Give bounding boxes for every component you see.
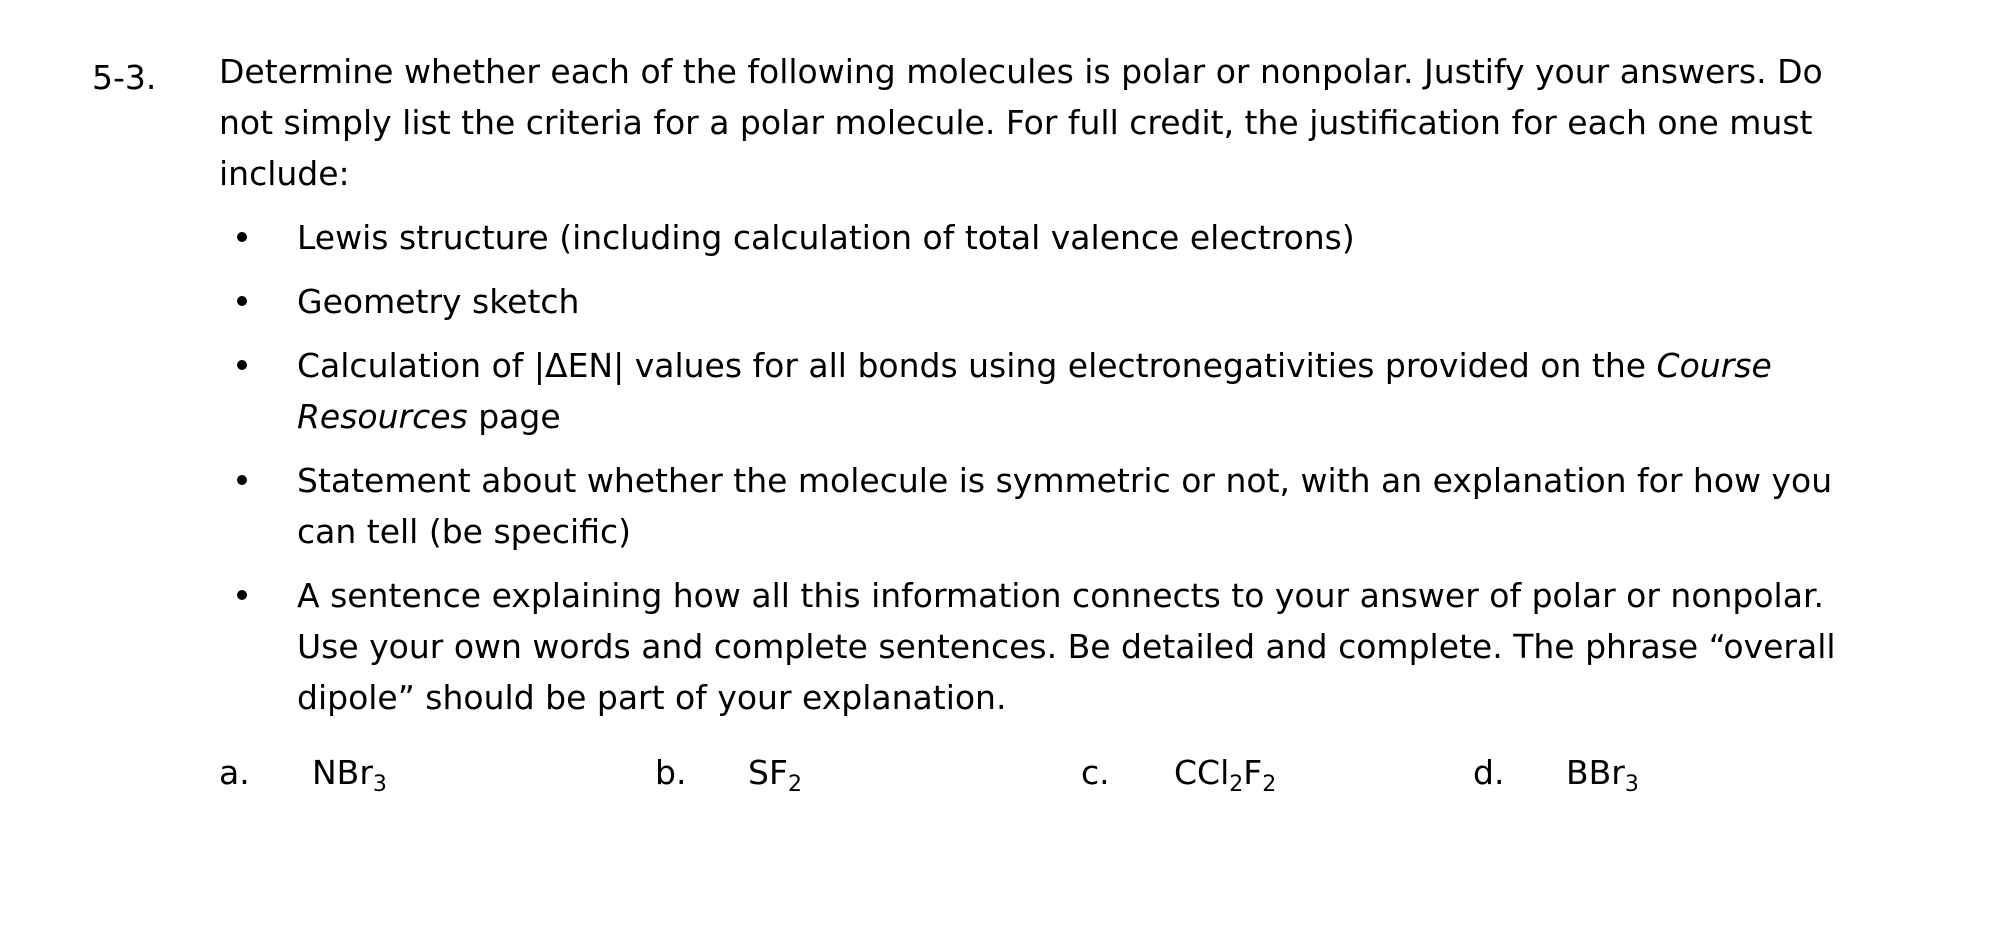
molecule-item-b	[655, 747, 802, 798]
molecule-letter: c.	[1081, 753, 1110, 792]
formula-subscript: 2	[1262, 772, 1277, 797]
molecule-item-d	[1473, 747, 1639, 798]
criteria-text-line	[297, 340, 1919, 391]
instruction-line: include:	[219, 154, 350, 193]
formula-part: SF	[748, 753, 788, 792]
molecule-letter: a.	[219, 753, 250, 792]
formula-part: NBr	[312, 753, 373, 792]
criteria-text: Calculation of |ΔEN| values for all bonds using electronegativities provided on the	[297, 346, 1657, 385]
criteria-item-lewis-structure	[219, 212, 1919, 263]
instruction-line: Determine whether each of the following molecules is polar or nonpolar. Justify your answers. Do	[219, 52, 1823, 91]
criteria-text: A sentence explaining how all this information connects to your answer of polar or nonpolar.	[297, 576, 1824, 615]
formula-subscript: 3	[372, 772, 387, 797]
problem-number: 5-3.	[92, 58, 157, 97]
problem-instructions	[219, 46, 1909, 199]
formula-subscript: 2	[1229, 772, 1244, 797]
formula-subscript: 3	[1624, 772, 1639, 797]
molecule-letter: d.	[1473, 753, 1505, 792]
bullet-icon	[237, 475, 247, 485]
criteria-text: dipole” should be part of your explanation.	[297, 678, 1007, 717]
criteria-item-geometry-sketch	[219, 276, 1919, 327]
criteria-text: can tell (be specific)	[297, 512, 632, 551]
criteria-item-symmetry	[219, 455, 1919, 557]
bullet-icon	[237, 232, 247, 242]
formula-part: BBr	[1566, 753, 1625, 792]
criteria-text: Geometry sketch	[297, 282, 580, 321]
molecule-letter: b.	[655, 753, 687, 792]
bullet-icon	[237, 360, 247, 370]
molecule-formula	[1174, 747, 1276, 798]
criteria-text: page	[467, 397, 561, 436]
molecule-formula	[312, 747, 387, 798]
molecule-item-c	[1081, 747, 1277, 798]
criteria-text-line	[297, 391, 1919, 442]
molecule-formula	[1566, 747, 1639, 798]
course-resources-reference: Course	[1656, 346, 1772, 385]
criteria-text: Statement about whether the molecule is symmetric or not, with an explanation for how you	[297, 461, 1833, 500]
course-resources-reference: Resources	[297, 397, 468, 436]
bullet-icon	[237, 590, 247, 600]
molecule-item-a	[219, 747, 387, 798]
formula-subscript: 2	[787, 772, 802, 797]
criteria-list	[219, 212, 1919, 736]
formula-part: F	[1243, 753, 1263, 792]
molecule-list	[219, 747, 1719, 807]
bullet-icon	[237, 296, 247, 306]
criteria-text: Lewis structure (including calculation of total valence electrons)	[297, 218, 1355, 257]
instruction-line: not simply list the criteria for a polar molecule. For full credit, the justification for each one must	[219, 103, 1813, 142]
formula-part: CCl	[1174, 753, 1230, 792]
molecule-formula	[748, 747, 802, 798]
criteria-text: Use your own words and complete sentences. Be detailed and complete. The phrase “overall	[297, 627, 1836, 666]
criteria-item-explanation	[219, 570, 1919, 723]
criteria-item-delta-en	[219, 340, 1919, 442]
